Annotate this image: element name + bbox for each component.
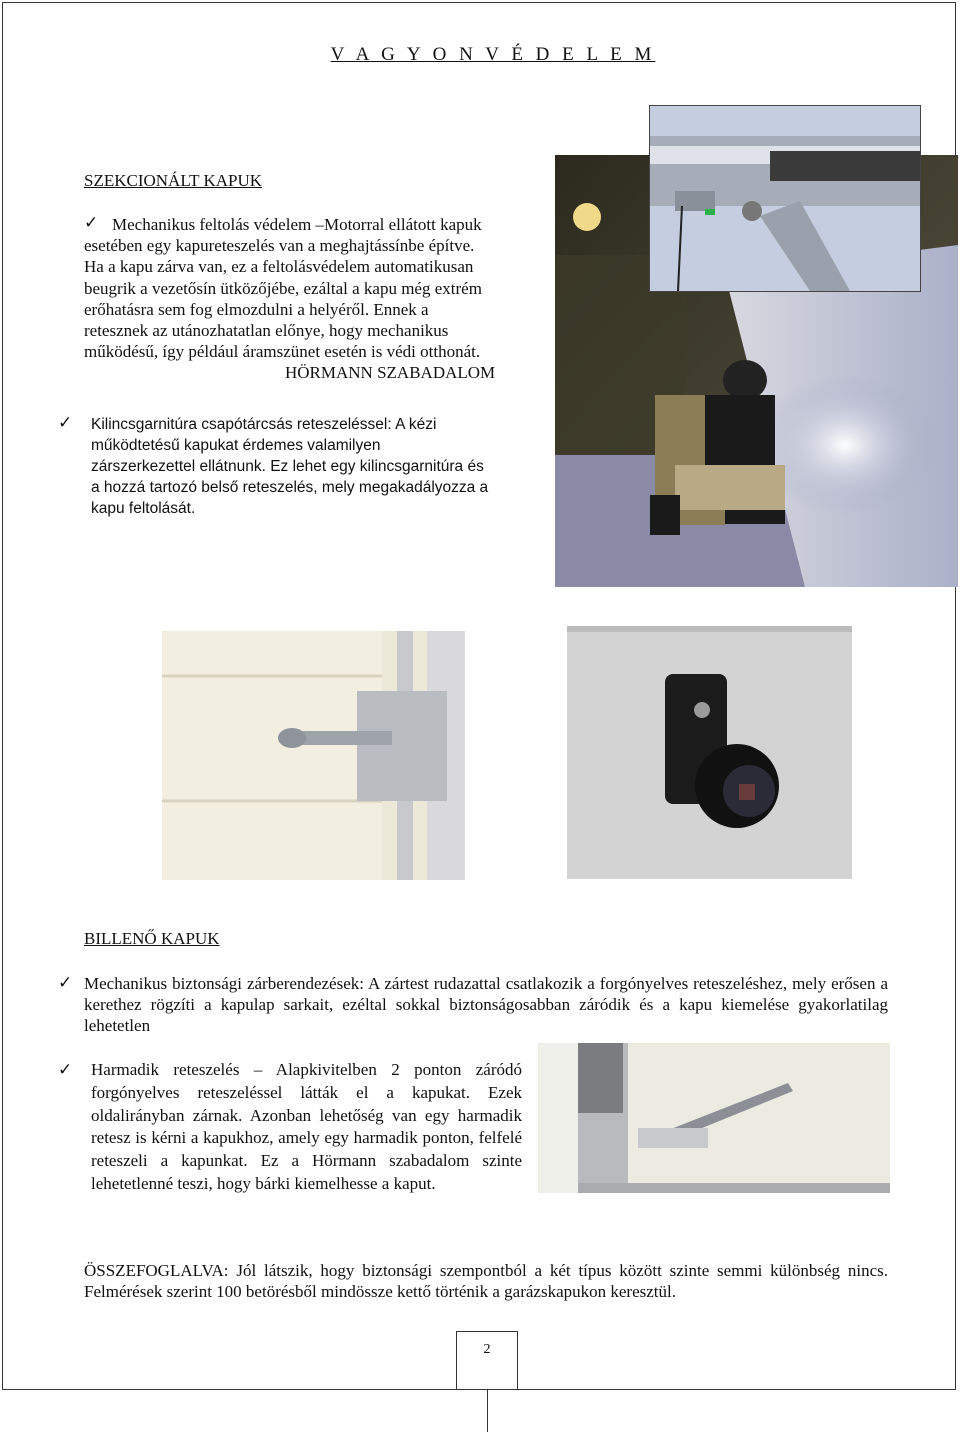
section2-item2 (91, 1059, 522, 1196)
checkmark-icon: ✓ (58, 1060, 73, 1080)
text-line: működtetésű kapukat érdemes valamilyen (91, 437, 381, 454)
text-line: beugrik a vezetősín ütközőjébe, ezáltal a kapu még extrém (84, 278, 482, 298)
photo-third-lock (538, 1043, 890, 1228)
section2-item1 (84, 973, 888, 1037)
text-line: retesznek az utánozhatatlan előnye, hogy mechanikus (84, 321, 449, 341)
photo-rail-closeup (649, 105, 921, 292)
text-line: zárszerkezettel ellátnunk. Ez lehet egy kilincsgarnitúra és (91, 458, 484, 475)
text-line: erőhatásra sem fog elmozdulni a helyéről. Ennek a (84, 299, 429, 319)
page-number-stem (487, 1389, 488, 1432)
section1-item2 (91, 414, 551, 519)
text-line: esetében egy kapureteszelés van a meghajtássínbe építve. (84, 236, 475, 256)
section-heading-billeno: BILLENŐ KAPUK (84, 929, 220, 948)
section-heading-szekcionalt: SZEKCIONÁLT KAPUK (84, 171, 263, 190)
text-line: a hozzá tartozó belső reteszelés, mely megakadályozza a (91, 479, 489, 496)
page-number-box (456, 1331, 518, 1389)
page-title: V A G Y O N V É D E L E M (330, 44, 656, 65)
page-number: 2 (483, 1342, 491, 1357)
summary (84, 1260, 888, 1302)
text-line: működésű, így például áramszünet esetén is védi otthonát. (84, 342, 481, 362)
photo-knob-lock (567, 626, 852, 879)
text-line: Kilincsgarnitúra csapótárcsás reteszeléssel: A kézi (91, 416, 437, 433)
checkmark-icon: ✓ (58, 413, 73, 433)
photo-lock-bar (162, 631, 465, 880)
text-line: kapu feltolását. (91, 500, 196, 517)
brand-label: HÖRMANN SZABADALOM (285, 363, 496, 383)
text-line: Ha a kapu zárva van, ez a feltolásvédelem automatikusan (84, 257, 474, 277)
section1-item1 (84, 214, 554, 384)
summary-text: ÖSSZEFOGLALVA: Jól látszik, hogy biztonsági szempontból a két típus között szinte semmi különbség nincs. Felmérések szerint 100 betörésből mindössze kettő történik a garázskapukon keresztül. (84, 1261, 888, 1302)
section2-item1-text: Mechanikus biztonsági zárberendezések: A zártest rudazattal csatlakozik a forgónyelves reteszeléshez, mely erősen a kerethez rögzíti a kapulap sarkait, ezéltal sokkal biztonságosabban záródik és a kapu kiemelése gyakorlatilag lehetetlen (84, 974, 888, 1036)
section2-item2-text: Harmadik reteszelés – Alapkivitelben 2 ponton záródó forgónyelves reteszeléssel látták el a kapukat. Ezek oldalirányban zárnak. Azonban lehetőség van egy harmadik retesz is kérni a kapukhoz, amely egy harmadik ponton, felfelé reteszeli a kapunkat. Ez a Hörmann szabadalom szinte lehetetlenné teszi, hogy bárki kiemelhesse a kaput. (91, 1060, 522, 1193)
checkmark-icon: ✓ (58, 973, 73, 993)
checkmark-icon: ✓ (84, 213, 99, 233)
text-line: Mechanikus feltolás védelem –Motorral ellátott kapuk (112, 215, 482, 234)
